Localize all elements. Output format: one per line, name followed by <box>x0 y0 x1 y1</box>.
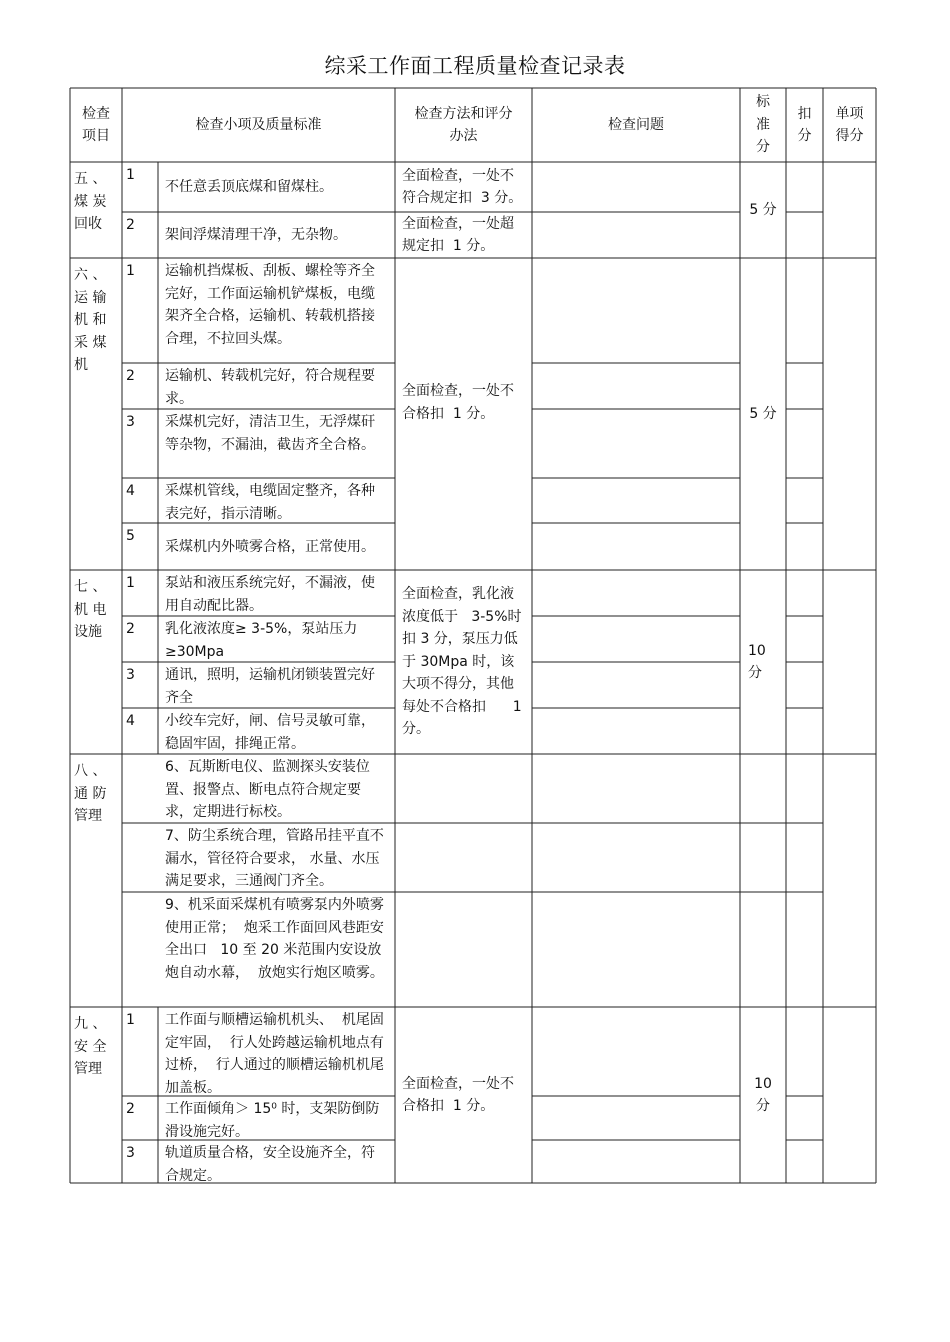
criteria-text-text: 采煤机内外喷雾合格，正常使用。 <box>165 538 375 555</box>
subitem-number-text: 1 <box>126 1012 135 1028</box>
subitem-number <box>126 618 156 660</box>
method-text <box>402 214 525 256</box>
subitem-number <box>126 411 156 476</box>
criteria-text <box>165 894 388 1006</box>
criteria-text <box>165 618 388 661</box>
criteria-text <box>165 1098 388 1139</box>
criteria-text <box>165 214 388 257</box>
criteria-text-text: 运输机挡煤板、刮板、螺栓等齐全完好，工作面运输机铲煤板，电缆架齐全合格，运输机、转载机搭接合理，不拉回头煤。 <box>165 263 375 347</box>
subitem-number <box>126 572 156 614</box>
section-name <box>74 760 116 1005</box>
method-text-text: 全面检查，一处不合格扣 1 分。 <box>402 383 514 422</box>
criteria-text-text: 乳化液浓度≥ 3-5%，泵站压力≥30Mpa <box>165 621 358 660</box>
header-item <box>70 88 122 162</box>
subitem-number-text: 4 <box>126 483 135 499</box>
section-name-text: 六 、 运 输 机 和 采 煤 机 <box>74 267 107 373</box>
subitem-number <box>126 1009 156 1094</box>
criteria-text <box>165 365 388 408</box>
subitem-number-text: 2 <box>126 1101 135 1117</box>
header-method <box>395 88 532 162</box>
criteria-text-text: 6、瓦斯断电仪、监测探头安装位置、报警点、断电点符合规定要求，定期进行标校。 <box>165 759 370 820</box>
criteria-text <box>165 664 388 707</box>
criteria-text-text: 小绞车完好，闸、信号灵敏可靠，稳固牢固，排绳正常。 <box>165 713 375 752</box>
criteria-text-text: 采煤机完好，清洁卫生，无浮煤矸等杂物，不漏油，截齿齐全合格。 <box>165 414 375 453</box>
header-method-text: 检查方法和评分 办法 <box>414 105 513 144</box>
subitem-number-text: 2 <box>126 217 135 233</box>
standard-score-text: 5 分 <box>749 201 777 218</box>
header-score <box>823 88 876 162</box>
subitem-number-text: 2 <box>126 621 135 637</box>
method-text <box>402 260 525 568</box>
header-problem-text: 检查问题 <box>608 116 664 133</box>
subitem-number-text: 3 <box>126 414 135 430</box>
criteria-text <box>165 260 388 362</box>
subitem-number <box>126 710 156 752</box>
header-standard-text: 标 准 分 <box>756 94 770 156</box>
method-text-text: 全面检查，一处不符合规定扣 3 分。 <box>402 167 523 206</box>
criteria-text-text: 运输机、转载机完好，符合规程要求。 <box>165 368 375 407</box>
section-name-text: 七 、 机 电 设施 <box>74 579 107 640</box>
subitem-number-text: 3 <box>126 1145 135 1161</box>
method-text-text: 全面检查，乳化液浓度低于 3-5%时扣 3 分，泵压力低于 30Mpa 时，该大项不得分，其他每处不合格扣 1 分。 <box>402 586 527 738</box>
criteria-text <box>165 825 388 891</box>
header-criteria <box>122 88 395 162</box>
header-deduct-text: 扣 分 <box>797 105 812 144</box>
header-problem <box>532 88 740 162</box>
subitem-number-text: 1 <box>126 167 135 183</box>
subitem-number <box>126 365 156 407</box>
page-title: 综采工作面工程质量检查记录表 <box>324 54 626 78</box>
subitem-number-text: 2 <box>126 368 135 384</box>
method-text <box>402 164 525 210</box>
header-score-text: 单项 得分 <box>835 105 864 144</box>
subitem-number <box>126 480 156 521</box>
method-text <box>402 572 525 752</box>
standard-score-text: 10 分 <box>748 642 766 681</box>
header-standard <box>740 88 786 162</box>
header-item-text: 检查 项目 <box>82 105 110 144</box>
subitem-number-text: 4 <box>126 713 135 729</box>
subitem-number-text: 1 <box>126 575 135 591</box>
criteria-text-text: 采煤机管线，电缆固定整齐，各种表完好，指示清晰。 <box>165 483 375 522</box>
subitem-number-text: 3 <box>126 667 135 683</box>
criteria-text-text: 通讯，照明，运输机闭锁装置完好齐全 <box>165 667 375 706</box>
criteria-text-text: 架间浮煤清理干净，无杂物。 <box>165 227 347 244</box>
standard-score <box>740 1007 786 1183</box>
criteria-text-text: 不任意丢顶底煤和留煤柱。 <box>165 179 333 196</box>
criteria-text <box>165 572 388 615</box>
criteria-text <box>165 480 388 522</box>
header-criteria-text: 检查小项及质量标准 <box>195 116 322 133</box>
header-deduct <box>786 88 823 162</box>
method-text <box>402 1009 525 1181</box>
criteria-text <box>165 164 388 211</box>
method-text-text: 全面检查，一处不合格扣 1 分。 <box>402 1075 514 1114</box>
standard-score <box>740 258 786 570</box>
subitem-number <box>126 1142 156 1181</box>
section-name-text: 八 、 通 防 管理 <box>74 763 107 824</box>
criteria-text <box>165 756 388 822</box>
standard-score-text: 10 分 <box>754 1075 772 1114</box>
subitem-number <box>126 164 156 210</box>
criteria-text <box>165 710 388 753</box>
standard-score-text: 5 分 <box>749 405 777 422</box>
criteria-text-text: 7、防尘系统合理，管路吊挂平直不漏水，管径符合要求， 水量、水压满足要求，三通阀门齐全。 <box>165 828 384 889</box>
subitem-number <box>126 214 156 256</box>
section-name-text: 九 、 安 全 管理 <box>74 1016 107 1077</box>
subitem-number <box>126 525 156 568</box>
subitem-number <box>126 260 156 361</box>
criteria-text <box>165 1009 388 1095</box>
subitem-number-text: 1 <box>126 263 135 279</box>
criteria-text-text: 9、机采面采煤机有喷雾泵内外喷雾使用正常； 炮采工作面回风巷距安全出口 10 至 20 米范围内安设放炮自动水幕， 放炮实行炮区喷雾。 <box>165 897 384 981</box>
subitem-number <box>126 1098 156 1138</box>
section-name-text: 五 、 煤 炭 回收 <box>74 171 107 232</box>
criteria-text-text: 工作面倾角＞ 15⁰ 时，支架防倒防滑设施完好。 <box>165 1101 380 1140</box>
criteria-text <box>165 411 388 477</box>
criteria-text-text: 泵站和液压系统完好，不漏液，使用自动配比器。 <box>165 575 375 614</box>
criteria-text-text: 工作面与顺槽运输机机头、 机尾固定牢固， 行人处跨越运输机地点有过桥， 行人通过的顺槽运输机机尾加盖板。 <box>165 1012 384 1096</box>
subitem-number <box>126 664 156 706</box>
section-name <box>74 264 116 568</box>
standard-score <box>740 570 786 754</box>
subitem-number-text: 5 <box>126 528 135 544</box>
section-name <box>74 576 116 752</box>
method-text-text: 全面检查，一处超规定扣 1 分。 <box>402 215 514 254</box>
standard-score <box>740 162 786 258</box>
section-name <box>74 1013 116 1181</box>
criteria-text <box>165 525 388 569</box>
criteria-text-text: 轨道质量合格，安全设施齐全，符合规定。 <box>165 1145 375 1184</box>
section-name <box>74 168 116 256</box>
criteria-text <box>165 1142 388 1182</box>
